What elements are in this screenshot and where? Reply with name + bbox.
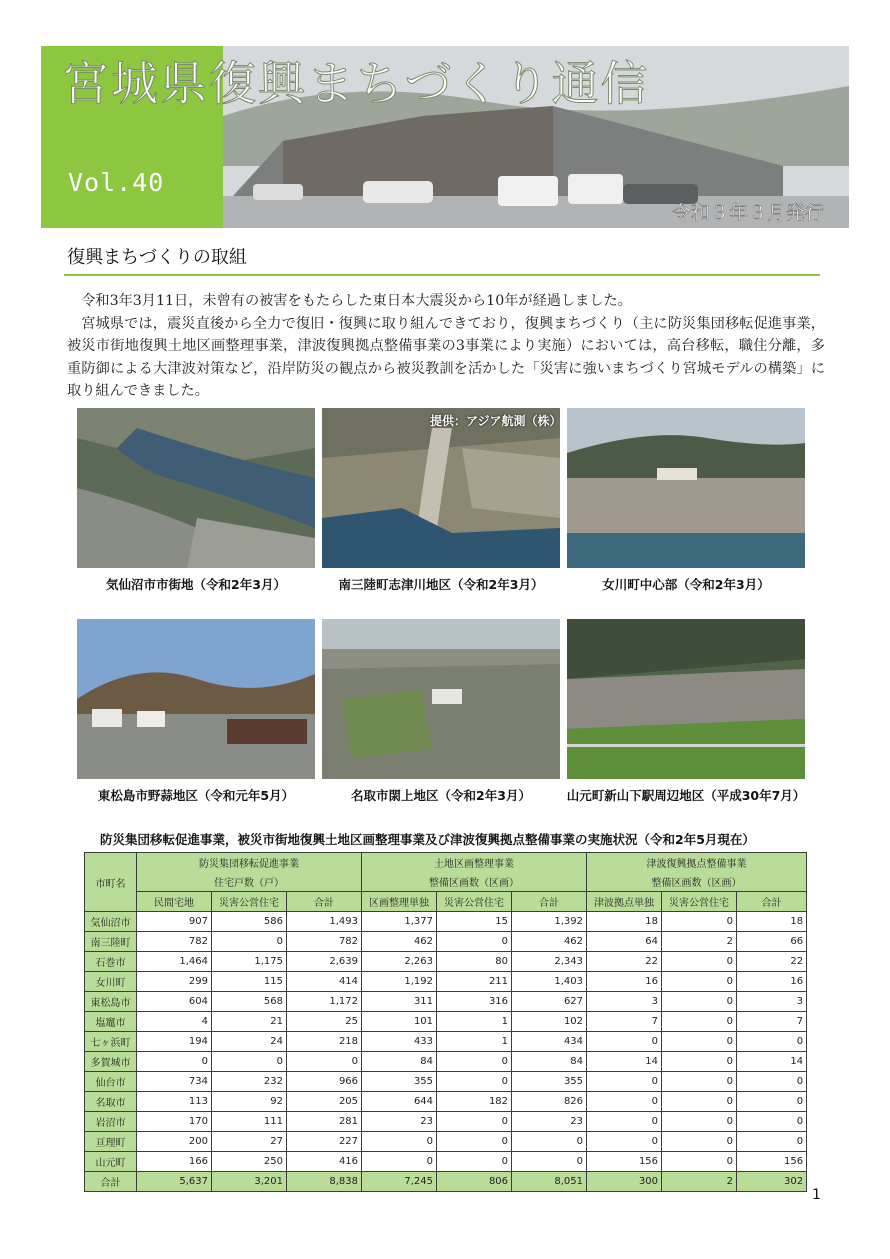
table-cell: 2 [662,1172,737,1192]
column-header: 災害公営住宅 [212,892,287,912]
municipality-name: 仙台市 [85,1072,137,1092]
caption-shinyamashita: 山元町新山下駅周辺地区（平成30年7月） [566,788,806,803]
table-cell: 782 [137,932,212,952]
table-cell: 22 [737,952,807,972]
table-cell: 1 [437,1012,512,1032]
table-cell: 0 [437,1052,512,1072]
table-cell: 194 [137,1032,212,1052]
table-cell: 0 [512,1132,587,1152]
table-cell: 0 [437,1152,512,1172]
table-cell: 1,392 [512,912,587,932]
column-header-row [85,892,807,912]
table-cell: 2,639 [287,952,362,972]
column-header: 区画整理単独 [362,892,437,912]
table-cell: 22 [587,952,662,972]
table-cell: 1,464 [137,952,212,972]
table-cell: 66 [737,932,807,952]
table-cell: 311 [362,992,437,1012]
photo-shinyamashita [567,619,805,779]
table-cell: 462 [362,932,437,952]
table-cell: 111 [212,1112,287,1132]
table-cell: 8,051 [512,1172,587,1192]
table-cell: 16 [587,972,662,992]
table-total-row [85,1172,807,1192]
table-cell: 182 [437,1092,512,1112]
municipality-name: 気仙沼市 [85,912,137,932]
municipality-name: 東松島市 [85,992,137,1012]
table-cell: 218 [287,1032,362,1052]
table-cell: 0 [137,1052,212,1072]
municipality-name: 塩竈市 [85,1012,137,1032]
caption-onagawa: 女川町中心部（令和2年3月） [602,577,770,592]
table-cell: 0 [212,932,287,952]
table-row [85,1152,807,1172]
table-cell: 0 [737,1112,807,1132]
table-cell: 16 [737,972,807,992]
table-cell: 0 [662,1072,737,1092]
table-cell: 250 [212,1152,287,1172]
table-cell: 3,201 [212,1172,287,1192]
table-cell: 7,245 [362,1172,437,1192]
table-cell: 0 [587,1032,662,1052]
header-group-relocation: 防災集団移転促進事業 [137,853,362,873]
table-cell: 0 [587,1092,662,1112]
table-cell: 24 [212,1032,287,1052]
table-cell: 3 [587,992,662,1012]
table-cell: 568 [212,992,287,1012]
table-cell: 7 [587,1012,662,1032]
municipality-name: 女川町 [85,972,137,992]
municipality-name: 多賀城市 [85,1052,137,1072]
status-table [84,852,807,1192]
table-cell: 0 [662,1012,737,1032]
table-cell: 806 [437,1172,512,1192]
table-cell: 416 [287,1152,362,1172]
column-header: 災害公営住宅 [662,892,737,912]
table-cell: 1,403 [512,972,587,992]
table-cell: 80 [437,952,512,972]
table-cell: 0 [287,1052,362,1072]
photo-yuriage [322,619,560,779]
table-cell: 0 [587,1132,662,1152]
table-cell: 782 [287,932,362,952]
table-cell: 355 [362,1072,437,1092]
column-header: 災害公営住宅 [437,892,512,912]
table-cell: 156 [587,1152,662,1172]
caption-kesennuma: 気仙沼市市街地（令和2年3月） [106,577,286,592]
table-cell: 18 [737,912,807,932]
table-cell: 462 [512,932,587,952]
table-cell: 627 [512,992,587,1012]
table-row [85,932,807,952]
table-cell: 8,838 [287,1172,362,1192]
table-cell: 0 [737,1032,807,1052]
table-cell: 0 [362,1132,437,1152]
photo-kesennuma [77,408,315,568]
table-cell: 433 [362,1032,437,1052]
table-cell: 907 [137,912,212,932]
table-cell: 0 [437,1112,512,1132]
table-cell: 205 [287,1092,362,1112]
table-row [85,1112,807,1132]
table-cell: 0 [662,1032,737,1052]
table-cell: 1,377 [362,912,437,932]
municipality-name: 合計 [85,1172,137,1192]
table-title: 防災集団移転促進事業，被災市街地復興土地区画整理事業及び津波復興拠点整備事業の実施状況（令和2年5月現在） [100,832,755,847]
table-cell: 200 [137,1132,212,1152]
table-cell: 7 [737,1012,807,1032]
table-cell: 84 [362,1052,437,1072]
table-cell: 0 [512,1152,587,1172]
section-divider [64,274,820,276]
table-cell: 2,263 [362,952,437,972]
table-cell: 0 [212,1052,287,1072]
table-cell: 156 [737,1152,807,1172]
intro-text [67,290,825,403]
table-cell: 0 [662,1152,737,1172]
table-cell: 604 [137,992,212,1012]
table-body [85,912,807,1192]
table-cell: 434 [512,1032,587,1052]
table-cell: 2 [662,932,737,952]
table-row [85,972,807,992]
table-cell: 27 [212,1132,287,1152]
header-unit-relocation: 住宅戸数（戸） [137,872,362,892]
table-cell: 0 [662,1092,737,1112]
table-cell: 14 [587,1052,662,1072]
table-cell: 734 [137,1072,212,1092]
table-cell: 23 [512,1112,587,1132]
table-cell: 0 [662,972,737,992]
photo-credit: 提供：アジア航測（株） [430,414,562,428]
table-cell: 21 [212,1012,287,1032]
table-cell: 302 [737,1172,807,1192]
header-group-land-readjustment: 土地区画整理事業 [362,853,587,873]
table-cell: 18 [587,912,662,932]
table-cell: 644 [362,1092,437,1112]
table-cell: 15 [437,912,512,932]
table-cell: 64 [587,932,662,952]
table-row [85,1032,807,1052]
table-cell: 414 [287,972,362,992]
table-cell: 113 [137,1092,212,1112]
table-cell: 115 [212,972,287,992]
table-cell: 23 [362,1112,437,1132]
table-cell: 0 [737,1132,807,1152]
table-cell: 966 [287,1072,362,1092]
caption-nobiru: 東松島市野蒜地区（令和元年5月） [97,788,295,803]
table-cell: 0 [362,1152,437,1172]
table-cell: 281 [287,1112,362,1132]
table-row [85,992,807,1012]
table-row [85,1072,807,1092]
table-row [85,952,807,972]
header-unit-land-readjustment: 整備区画数（区画） [362,872,587,892]
municipality-name: 亘理町 [85,1132,137,1152]
table-cell: 0 [587,1112,662,1132]
table-cell: 1,175 [212,952,287,972]
table-row [85,912,807,932]
table-cell: 0 [662,1132,737,1152]
table-cell: 300 [587,1172,662,1192]
table-cell: 1,172 [287,992,362,1012]
table-cell: 101 [362,1012,437,1032]
column-header: 民間宅地 [137,892,212,912]
municipality-name: 七ヶ浜町 [85,1032,137,1052]
table-cell: 25 [287,1012,362,1032]
table-cell: 166 [137,1152,212,1172]
table-cell: 5,637 [137,1172,212,1192]
municipality-name: 山元町 [85,1152,137,1172]
table-row [85,1012,807,1032]
table-cell: 102 [512,1012,587,1032]
newsletter-title: 宮城県復興まちづくり通信 [62,57,650,112]
table-cell: 3 [737,992,807,1012]
table-cell: 14 [737,1052,807,1072]
issue-date: 令和３年３月発行 [672,202,825,224]
column-header: 合計 [512,892,587,912]
table-cell: 0 [437,1072,512,1092]
page-number: 1 [812,1187,821,1203]
header-municipality: 市町名 [85,853,137,912]
table-cell: 227 [287,1132,362,1152]
table-cell: 1,493 [287,912,362,932]
table-cell: 84 [512,1052,587,1072]
table-cell: 170 [137,1112,212,1132]
table-cell: 0 [662,1052,737,1072]
table-cell: 0 [662,952,737,972]
table-cell: 0 [662,992,737,1012]
header-group-tsunami-base: 津波復興拠点整備事業 [587,853,807,873]
volume-number: Vol.40 [68,168,165,197]
table-cell: 826 [512,1092,587,1112]
table-cell: 0 [587,1072,662,1092]
municipality-name: 岩沼市 [85,1112,137,1132]
table-cell: 0 [437,1132,512,1152]
table-cell: 1 [437,1032,512,1052]
table-cell: 2,343 [512,952,587,972]
table-cell: 4 [137,1012,212,1032]
caption-yuriage: 名取市閖上地区（令和2年3月） [351,788,531,803]
intro-paragraph-2: 宮城県では，震災直後から全力で復旧・復興に取り組んできており，復興まちづくり（主に防災集団移転促進事業，被災市街地復興土地区画整理事業，津波復興拠点整備事業の3事業により実施）においては，高台移転，職住分離，多重防御による大津波対策など，沿岸防災の観点から被災教訓を活かした「災害に強いまちづくり宮城モデルの構築」に取り組んできました。 [67,315,825,399]
table-cell: 299 [137,972,212,992]
table-cell: 211 [437,972,512,992]
table-cell: 0 [737,1072,807,1092]
section-title: 復興まちづくりの取組 [67,247,247,268]
table-row [85,1092,807,1112]
table-row [85,1052,807,1072]
photo-nobiru [77,619,315,779]
municipality-name: 南三陸町 [85,932,137,952]
table-cell: 0 [737,1092,807,1112]
photo-minamisanriku [322,408,560,568]
column-header: 合計 [287,892,362,912]
table-cell: 1,192 [362,972,437,992]
column-header: 合計 [737,892,807,912]
table-cell: 0 [662,912,737,932]
table-cell: 92 [212,1092,287,1112]
photo-onagawa [567,408,805,568]
table-cell: 0 [437,932,512,952]
table-cell: 316 [437,992,512,1012]
header-unit-tsunami-base: 整備区画数（区画） [587,872,807,892]
intro-paragraph-1: 令和3年3月11日，未曾有の被害をもたらした東日本大震災から10年が経過しました。 [81,293,632,309]
caption-minamisanriku: 南三陸町志津川地区（令和2年3月） [338,577,544,592]
table-cell: 586 [212,912,287,932]
table-row [85,1132,807,1152]
column-header: 津波拠点単独 [587,892,662,912]
municipality-name: 石巻市 [85,952,137,972]
table-cell: 355 [512,1072,587,1092]
table-cell: 0 [662,1112,737,1132]
municipality-name: 名取市 [85,1092,137,1112]
table-cell: 232 [212,1072,287,1092]
